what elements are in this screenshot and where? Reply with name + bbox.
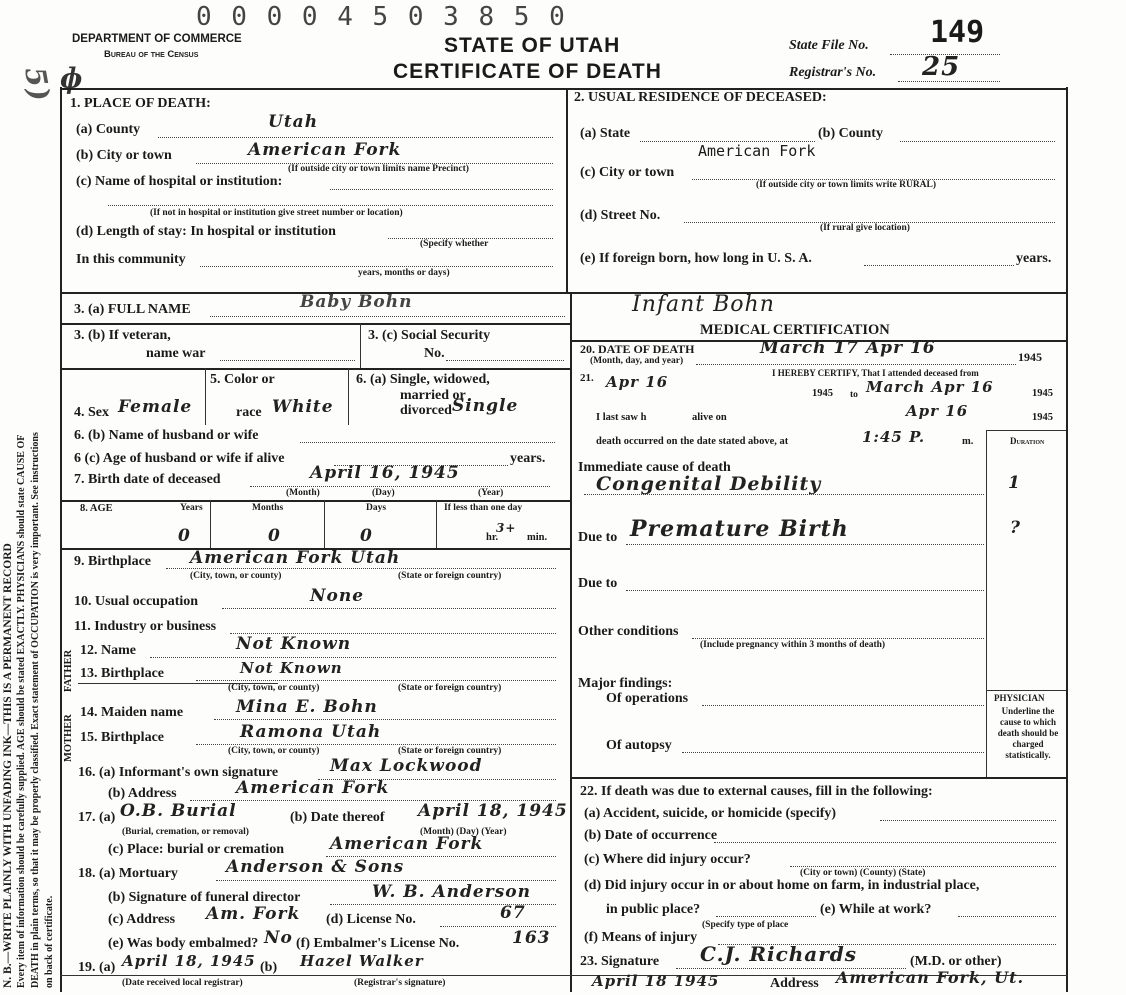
place-of-death-heading: 1. PLACE OF DEATH: (70, 96, 211, 111)
ssn-label: 3. (c) Social Security (368, 328, 491, 343)
birth-date-label: 7. Birth date of deceased (74, 472, 221, 487)
color-label: 5. Color or (210, 372, 275, 387)
state-file-label: State File No. (789, 38, 869, 53)
death-county-value: Utah (268, 112, 319, 132)
dod-label: 20. DATE OF DEATH (580, 342, 695, 356)
marital-label3: divorced (400, 403, 452, 418)
sex-value: Female (118, 397, 193, 417)
ext-f-label: (f) Means of injury (584, 930, 698, 945)
veteran-label: 3. (b) If veteran, (74, 328, 171, 343)
ext-f-note: (Specify type of place (702, 920, 789, 930)
res-city-note: (If outside city or town limits write RURAL) (756, 180, 937, 190)
certify-text: I HEREBY CERTIFY, That I attended deceased from (772, 368, 979, 378)
informant-sig-label: 16. (a) Informant's own signature (78, 765, 279, 780)
informant-address-label: (b) Address (108, 786, 177, 801)
industry-label: 11. Industry or business (74, 619, 217, 634)
due1-value: Premature Birth (630, 516, 849, 542)
license-value: 67 (500, 903, 526, 923)
dod-value: March 17 Apr 16 (760, 338, 936, 358)
ext-a-label: (a) Accident, suicide, or homicide (specify) (584, 806, 837, 821)
mother-name-value: Mina E. Bohn (236, 697, 378, 717)
physician-note: Underline the cause to which death should be charged statistically. (997, 706, 1059, 760)
cert-num: 21. (580, 372, 594, 384)
external-label: 22. If death was due to external causes, fill in the following: (580, 784, 933, 799)
father-tag: FATHER (63, 649, 74, 692)
last-saw-mid: alive on (692, 412, 727, 423)
sex-label: 4. Sex (74, 405, 109, 420)
stay-note: (Specify whether (420, 239, 489, 249)
mortuary-label: 18. (a) Mortuary (78, 866, 178, 881)
age-min-suffix: min. (527, 532, 548, 543)
full-name-value: Baby Bohn (300, 292, 413, 312)
marital-label2: married or (400, 388, 466, 403)
birthplace-label: 9. Birthplace (74, 554, 151, 569)
m-label: m. (962, 436, 974, 447)
full-name-label: 3. (a) FULL NAME (74, 302, 191, 317)
attended-from: Apr 16 (606, 373, 669, 391)
ext-e-label: (e) While at work? (820, 902, 932, 917)
state-title: STATE OF UTAH (444, 34, 621, 57)
ext-d-label: (d) Did injury occur in or about home on farm, in industrial place, (584, 878, 980, 893)
license-label: (d) License No. (326, 912, 416, 927)
embalmer-label: (f) Embalmer's License No. (296, 936, 460, 951)
dod-sub: (Month, day, and year) (590, 356, 684, 366)
spouse-age-suffix: years. (510, 451, 546, 466)
side-instruction-4: on back of certificate. (44, 895, 55, 988)
veteran-sub: name war (146, 346, 206, 361)
physician-tag: PHYSICIAN (994, 693, 1045, 703)
burial-place-value: American Fork (330, 834, 484, 854)
registrar-date-label: 19. (a) (78, 960, 116, 975)
last-saw-label: I last saw h (596, 412, 647, 423)
birthplace-value: American Fork Utah (190, 548, 401, 568)
burial-date-label: (b) Date thereof (290, 810, 385, 825)
mother-tag: MOTHER (63, 714, 74, 762)
father-birth-label: 13. Birthplace (80, 666, 164, 681)
res-city-typed: American Fork (698, 142, 816, 160)
hospital-note: (If not in hospital or institution give street number or location) (150, 208, 403, 218)
to-label: to (850, 390, 858, 400)
age-days-label: Days (366, 503, 387, 513)
major-findings-label: Major findings: (578, 676, 673, 691)
race-label: race (236, 405, 262, 420)
registrar-signature: Hazel Walker (300, 952, 424, 970)
director-label: (b) Signature of funeral director (108, 890, 301, 905)
addr2-label: (c) Address (108, 912, 176, 927)
immediate-cause-label: Immediate cause of death (578, 460, 731, 475)
occupation-value: None (310, 586, 365, 606)
due1-duration: ? (1010, 518, 1021, 538)
serial-number: 0 0 0 0 4 5 0 3 8 5 0 (196, 2, 567, 32)
dod-year: 1945 (1018, 350, 1042, 364)
medical-heading: MEDICAL CERTIFICATION (700, 322, 890, 338)
physician-date: April 18 1945 (592, 972, 720, 990)
burial-date-note: (Month) (Day) (Year) (420, 827, 507, 837)
registrar-label: Registrar's No. (789, 65, 877, 80)
birth-year-note: (Year) (478, 488, 504, 498)
registrar-number: 25 (922, 52, 961, 82)
father-note2: (State or foreign country) (398, 683, 502, 693)
birth-month-note: (Month) (286, 488, 320, 498)
embalmer-value: 163 (512, 928, 551, 948)
registrar-b-label: (b) (260, 960, 278, 975)
community-label: In this community (76, 252, 186, 267)
director-value: W. B. Anderson (372, 882, 531, 902)
father-name-label: 12. Name (80, 643, 136, 658)
embalmed-label: (e) Was body embalmed? (108, 936, 259, 951)
mother-note1: (City, town, or county) (228, 746, 320, 756)
res-foreign-label: (e) If foreign born, how long in U. S. A. (580, 251, 812, 266)
res-street-note: (If rural give location) (820, 223, 910, 233)
bureau-label: Bureau of the Census (104, 49, 199, 60)
mother-birth-value: Ramona Utah (240, 722, 382, 742)
death-city-note: (If outside city or town limits name Precinct) (288, 164, 469, 174)
immediate-cause-value: Congenital Debility (596, 473, 822, 495)
full-name-typed: Infant Bohn (632, 292, 775, 317)
physician-addr-label: Address (770, 976, 819, 991)
birthplace-note1: (City, town, or county) (190, 571, 282, 581)
md-label: (M.D. or other) (910, 954, 1002, 969)
side-instruction-2: Every item of information should be carefully supplied. AGE should be stated EXACTLY. PHYSICIANS should state CAUSE OF (16, 434, 27, 988)
age-months-value: 0 (268, 526, 281, 546)
ext-b-label: (b) Date of occurrence (584, 828, 718, 843)
burial-value: O.B. Burial (120, 801, 237, 821)
informant-sig-value: Max Lockwood (330, 756, 483, 776)
state-file-number: 149 (930, 15, 985, 50)
ext-d2-label: in public place? (606, 902, 701, 917)
ssn-sub: No. (424, 346, 445, 361)
department-label: DEPARTMENT OF COMMERCE (72, 33, 242, 45)
age-lessday-label: If less than one day (444, 503, 523, 513)
age-years-label: Years (180, 503, 203, 513)
age-days-value: 0 (360, 526, 373, 546)
burial-note: (Burial, cremation, or removal) (122, 827, 249, 837)
birthplace-note2: (State or foreign country) (398, 571, 502, 581)
due1-label: Due to (578, 530, 618, 545)
other-conditions-label: Other conditions (578, 624, 679, 639)
hospital-label: (c) Name of hospital or institution: (76, 174, 283, 189)
autopsy-label: Of autopsy (606, 738, 672, 753)
attended-year1: 1945 (812, 388, 833, 399)
duration-label: Duration (1010, 436, 1045, 446)
registrar-note2: (Registrar's signature) (354, 978, 446, 988)
father-birth-value: Not Known (240, 659, 343, 677)
age-hr-suffix: hr. (486, 532, 499, 543)
mother-note2: (State or foreign country) (398, 746, 502, 756)
res-city-label: (c) City or town (580, 165, 675, 180)
race-value: White (272, 397, 334, 417)
burial-date-value: April 18, 1945 (418, 801, 568, 821)
burial-place-label: (c) Place: burial or cremation (108, 842, 284, 857)
res-state-label: (a) State (580, 126, 631, 141)
attended-to: March Apr 16 (866, 378, 994, 396)
physician-addr-value: American Fork, Ut. (836, 968, 1025, 987)
certificate-title: CERTIFICATE OF DEATH (393, 60, 662, 83)
mortuary-value: Anderson & Sons (226, 857, 405, 877)
spouse-age-label: 6 (c) Age of husband or wife if alive (74, 451, 285, 466)
due2-label: Due to (578, 576, 618, 591)
margin-mark: 5) (18, 64, 57, 105)
stay-label: (d) Length of stay: In hospital or institution (76, 224, 336, 239)
embalmed-value: No (264, 928, 293, 948)
birth-date-value: April 16, 1945 (310, 463, 460, 483)
registrar-note1: (Date received local registrar) (122, 978, 243, 988)
last-saw-value: Apr 16 (906, 402, 969, 420)
age-months-label: Months (252, 503, 284, 513)
informant-address-value: American Fork (236, 778, 390, 798)
ext-c-note: (City or town) (County) (State) (800, 868, 926, 878)
ext-c-label: (c) Where did injury occur? (584, 852, 751, 867)
father-note1: (City, town, or county) (228, 683, 320, 693)
res-street-label: (d) Street No. (580, 208, 661, 223)
physician-sig-label: 23. Signature (580, 954, 660, 969)
death-county-label: (a) County (76, 122, 141, 137)
physician-signature: C.J. Richards (700, 942, 858, 966)
immediate-duration: 1 (1008, 473, 1021, 493)
death-time: 1:45 P. (862, 428, 926, 446)
res-foreign-suffix: years. (1016, 251, 1052, 266)
mother-name-label: 14. Maiden name (80, 705, 184, 720)
age-hr-value: 3+ (496, 521, 517, 535)
community-note: years, months or days) (358, 268, 450, 278)
marital-value: Single (452, 396, 519, 416)
marital-label: 6. (a) Single, widowed, (356, 372, 490, 387)
age-label: 8. AGE (80, 503, 113, 514)
birth-day-note: (Day) (372, 488, 395, 498)
registrar-date-value: April 18, 1945 (122, 952, 256, 970)
occupation-label: 10. Usual occupation (74, 594, 199, 609)
addr2-value: Am. Fork (206, 904, 301, 924)
father-name-value: Not Known (236, 634, 352, 654)
burial-label: 17. (a) (78, 810, 116, 825)
mother-birth-label: 15. Birthplace (80, 730, 164, 745)
res-county-label: (b) County (818, 126, 883, 141)
death-city-value: American Fork (248, 140, 402, 160)
residence-heading: 2. USUAL RESIDENCE OF DECEASED: (574, 90, 827, 105)
age-years-value: 0 (178, 526, 191, 546)
death-city-label: (b) City or town (76, 148, 172, 163)
last-saw-year: 1945 (1032, 412, 1053, 423)
margin-phi: ɸ (60, 62, 84, 95)
attended-year2: 1945 (1032, 388, 1053, 399)
occurred-label: death occurred on the date stated above, at (596, 436, 789, 447)
operations-label: Of operations (606, 691, 689, 706)
side-instruction-3: DEATH in plain terms, so that it may be properly classified. Exact statement of OCCUPATION is very important. See instructions (30, 432, 41, 988)
spouse-label: 6. (b) Name of husband or wife (74, 428, 259, 443)
other-conditions-note: (Include pregnancy within 3 months of death) (700, 640, 886, 650)
side-instruction-1: N. B.—WRITE PLAINLY WITH UNFADING INK—THIS IS A PERMANENT RECORD (2, 543, 14, 988)
